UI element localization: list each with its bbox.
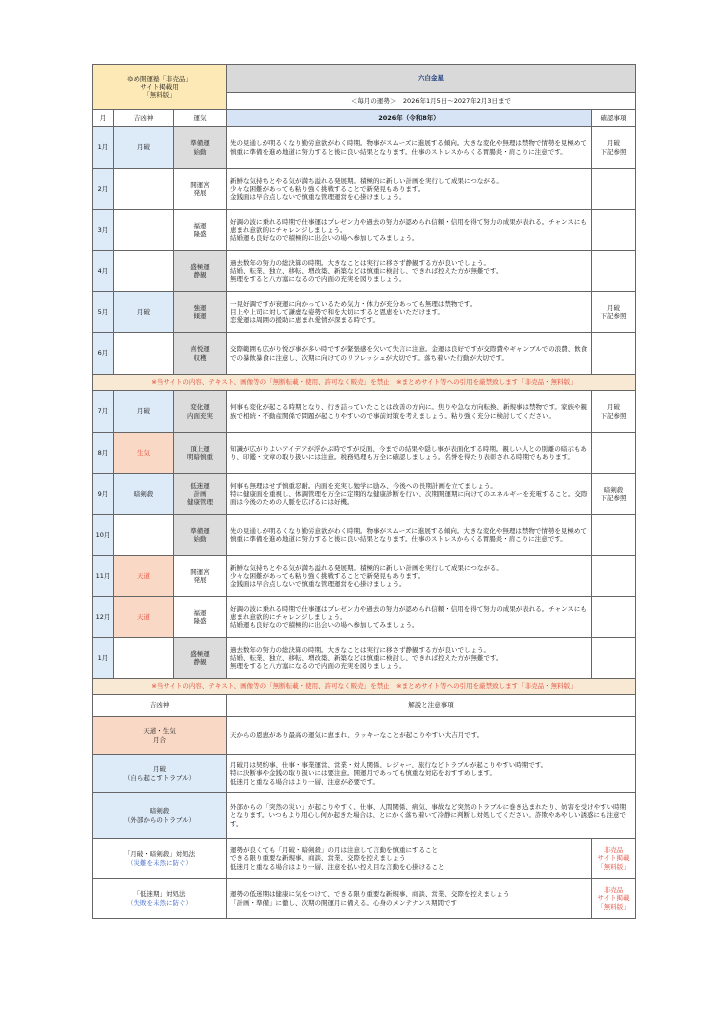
fortune-description: 交際範囲も広がり悦び事が多い時ですが緊張感を欠いて失言に注意。金運は良好ですが交際費やギャンブルでの浪費、飲食での暴飲暴食に注意し、次期に向けてのリフレッシュが大切です。落ち着いた行動が大切です。: [227, 333, 592, 375]
fortune-description: 一見好調ですが衰運に向かっているため気力・体力が充分あっても無理は禁物です。 目上や上司に対して謙虚な姿勢で和を大切にすると恩恵をいただけます。 恋愛運は周囲の援助に恵まれ愛情が深まる時です。: [227, 292, 592, 333]
kyokichi-cell: [114, 515, 174, 556]
fortune-description: 知識が広がりよいアイデアが浮かぶ時ですが反面、今までの結果や隠し事が表面化する時期。親しい人との別離の暗示もあり、印鑑・文章の取り扱いには注意。税務処理も万全に確認しましょう。名誉を得たり表彰される時期でもあります。: [227, 433, 592, 474]
confirm-cell: [592, 391, 636, 433]
kyokichi-cell: 暗剣殺: [114, 474, 174, 515]
month-row: [93, 597, 636, 638]
fortune-description: 何事も無理はせず慎重忍耐。内面を充実し勉学に励み、今後への長期計画を立てましょう。 特に健康面を重視し、体調管理を万全に定期的な健康診断を行い、次期開運期に向けてのエネルギーを充電すること。交際面は今後のための人脈を広げるには好機。: [227, 474, 592, 515]
month-cell: 7月: [93, 391, 114, 433]
fortune-type-line3: 健康管理: [187, 498, 213, 507]
kyokichi-cell: [114, 251, 174, 292]
fortune-description: 先の見通しが明るくなり勤労意欲がわく時期。物事がスムーズに進展する傾向。大きな変化や無理は禁物で情勢を見極めて慎重に準備を進め地道に努力すると後に良い結果となります。仕事のストレスからくる胃腸炎・肩こりに注意です。: [227, 515, 592, 556]
col-unki-header: 運気: [174, 110, 227, 127]
confirm-cell: [592, 127, 636, 169]
kyokichi-cell: [114, 333, 174, 375]
legend-description: 運勢の低迷期は健康に気をつけて、できる限り重要な新規事、商談、営業、交際を控えましょう 「計画・準備」に徹し、次期の開運月に備える。心身のメンテナンス期間です: [227, 879, 592, 919]
legend-name: [93, 879, 227, 919]
fortune-type-line1: 開運宮: [190, 180, 210, 189]
legend-description: 外部からの「突然の災い」が起こりやすく、仕事、人間関係、病気、事故など突然のトラブルに巻き込まれたり、妨害を受けやすい時期となります。いつもより用心し何か起きた場合は、とにかく落ち着いて冷静に判断し対処してください。詐欺やあやしい誘惑にも注意です。: [227, 793, 636, 839]
fortune-type-cell: [174, 169, 227, 210]
month-cell: 2月: [93, 169, 114, 210]
free-edition-badge: 非売品 サイト掲載 「無料版」: [592, 839, 636, 879]
fortune-type-line2: 隆盛: [193, 617, 207, 625]
fortune-type-cell: [174, 292, 227, 333]
fortune-type-line1: 変化運: [190, 403, 210, 412]
site-label-line3: 「無料版」: [143, 91, 176, 100]
month-row: [93, 127, 636, 169]
fortune-type-line1: 頂上運: [190, 444, 210, 453]
fortune-description: 先の見通しが明るくなり勤労意欲がわく時期。物事がスムーズに進展する傾向。大きな変化や無理は禁物で情勢を見極めて慎重に準備を進め地道に努力すると後に良い結果となります。仕事のストレスからくる胃腸炎・肩こりに注意です。: [227, 127, 592, 169]
month-row: [93, 391, 636, 433]
fortune-type-line2: 発展: [193, 189, 207, 197]
month-cell: 5月: [93, 292, 114, 333]
copyright-notice: ※当サイトの内容、テキスト、画像等の「無断転載・使用、許可なく販売」を禁止 ※まとめサイト等への引用を厳禁致します「非売品・無料版」: [93, 679, 636, 695]
confirm-line1: 月破: [607, 403, 620, 412]
fortune-type-line2: 始動: [193, 147, 207, 156]
legend-name-line1: 天道・生気: [143, 727, 176, 736]
month-row: [93, 251, 636, 292]
confirm-cell: [592, 474, 636, 515]
confirm-line1: 月破: [607, 303, 620, 312]
month-row: [93, 556, 636, 597]
fortune-description: 過去数年の努力の総決算の時期。大きなことは実行に移さず静観する方が良いでしょう。 結婚、転業、独立、移転、増改築、新築などは慎重に検討し、できれば控えた方が無難です。 無理をすると八方塞になるので内面の充実を図りましょう。: [227, 638, 592, 679]
fortune-type-line2: 傾運: [193, 312, 207, 320]
legend-name-line2: （自ら起こすトラブル）: [123, 773, 196, 782]
fortune-type-line1: 準備運: [190, 139, 210, 148]
period-text: ＜毎月の運勢＞ 2026年1月5日～2027年2月3日まで: [227, 93, 636, 110]
legend-name-line1: 月破: [153, 765, 166, 774]
legend-row: [93, 839, 636, 879]
kyokichi-cell: [114, 169, 174, 210]
month-row: [93, 169, 636, 210]
copyright-notice: ※当サイトの内容、テキスト、画像等の「無断転載・使用、許可なく販売」を禁止 ※まとめサイト等への引用を厳禁致します「非売品・無料版」: [93, 375, 636, 391]
fortune-type-cell: [174, 515, 227, 556]
fortune-type-line1: 強運: [193, 303, 207, 312]
confirm-cell: [592, 292, 636, 333]
legend-name: [93, 793, 227, 839]
confirm-line2: 下記参照: [600, 147, 627, 156]
year-title: 2026年（令和8年）: [227, 110, 592, 127]
confirm-cell: [592, 515, 636, 556]
fortune-description: 新鮮な気持ちとやる気が満ち溢れる発展期。積極的に新しい計画を実行して成果につながる。 少々な困難があっても粘り強く挑戦することで新発見もあります。 金銭面は早合点しないで慎重な管理運営を心掛けましょう。: [227, 556, 592, 597]
fortune-description: 新鮮な気持ちとやる気が満ち溢れる発展期。積極的に新しい計画を実行して成果につながる。 少々な困難があっても粘り強く挑戦することで新発見もあります。 金銭面は早合点しないで慎重な管理運営を心掛けましょう。: [227, 169, 592, 210]
legend-name-line1: 「月破・暗剣殺」対処法: [123, 850, 196, 859]
fortune-type-line2: 収穫: [193, 353, 207, 362]
month-row: [93, 515, 636, 556]
kyokichi-cell: [114, 638, 174, 679]
kyokichi-cell: 天道: [114, 597, 174, 638]
legend-name: [93, 717, 227, 755]
fortune-type-line1: 低迷運: [190, 481, 210, 490]
fortune-type-cell: [174, 474, 227, 515]
fortune-type-line2: 静観: [193, 271, 207, 279]
free-edition-badge: 非売品 サイト掲載 「無料版」: [592, 879, 636, 919]
legend-col-kyokichi: 吉凶神: [93, 695, 227, 717]
month-row: [93, 333, 636, 375]
confirm-line2: 下記参照: [600, 312, 627, 320]
legend-name: [93, 839, 227, 879]
legend-name-line2: （災難を未然に防ぐ）: [127, 858, 192, 867]
legend-name-line2: （外部からのトラブル）: [123, 815, 196, 824]
fortune-type-line1: 盛極運: [190, 649, 210, 658]
fortune-type-cell: [174, 597, 227, 638]
kyokichi-cell: [114, 210, 174, 251]
fortune-type-cell: [174, 638, 227, 679]
month-row: [93, 292, 636, 333]
legend-row: [93, 793, 636, 839]
legend-col-description: 解説と注意事項: [227, 695, 636, 717]
fortune-type-line2: 明暗慎重: [187, 453, 213, 461]
col-confirm-header: 確認事項: [592, 110, 636, 127]
fortune-type-cell: [174, 333, 227, 375]
site-label-line1: ゆめ開運塾「非売品」: [127, 74, 192, 83]
fortune-table: [92, 64, 636, 919]
fortune-type-line2: 静観: [193, 658, 207, 666]
legend-name-line1: 暗剣殺: [149, 807, 170, 816]
legend-name-line2: 月合: [153, 735, 166, 744]
fortune-type-line2: 計画: [193, 489, 207, 498]
confirm-cell: [592, 556, 636, 597]
fortune-type-line2: 内面充実: [187, 411, 213, 420]
month-row: [93, 638, 636, 679]
legend-description: 月破月は契約事、仕事・事業運営、営業・対人関係、レジャー、旅行などトラブルが起こりやすい時期です。 特に決断事や金銭の取り扱いには要注意。開運月であっても慎重な対応をおすすめします。 低迷月と重なる場合はより一層、注意が必要です。: [227, 755, 636, 793]
fortune-type-line1: 福運: [193, 221, 207, 230]
month-cell: 8月: [93, 433, 114, 474]
kyokichi-cell: 月破: [114, 127, 174, 169]
month-cell: 12月: [93, 597, 114, 638]
fortune-type-line2: 隆盛: [193, 230, 207, 238]
fortune-type-line1: 福運: [193, 608, 207, 617]
confirm-cell: [592, 433, 636, 474]
col-month-header: 月: [93, 110, 114, 127]
confirm-cell: [592, 638, 636, 679]
month-cell: 1月: [93, 127, 114, 169]
fortune-description: 好調の波に乗れる時期で仕事運はプレゼン力や過去の努力が認められ信頼・信用を得て努力の成果が表れる。チャンスにも恵まれ意欲的にチャレンジしましょう。 結婚運も良好なので積極的に出会いの場へ参加してみましょう。: [227, 597, 592, 638]
month-row: [93, 474, 636, 515]
fortune-type-line1: 準備運: [190, 526, 210, 535]
legend-name-line1: 「低迷期」対処法: [133, 890, 186, 899]
kyokichi-cell: 生気: [114, 433, 174, 474]
legend-name: [93, 755, 227, 793]
col-kyokichi-header: 吉凶神: [114, 110, 174, 127]
month-cell: 10月: [93, 515, 114, 556]
legend-name-line2: （失敗を未然に防ぐ）: [127, 898, 192, 907]
confirm-cell: [592, 597, 636, 638]
legend-row: [93, 879, 636, 919]
star-name: 六白金星: [227, 65, 636, 93]
month-cell: 11月: [93, 556, 114, 597]
fortune-type-cell: [174, 391, 227, 433]
site-label-box: [93, 65, 227, 110]
fortune-type-line2: 発展: [193, 576, 207, 584]
legend-description: 天からの恩恵があり最高の運気に恵まれ、ラッキーなことが起こりやすい大吉月です。: [227, 717, 636, 755]
month-row: [93, 433, 636, 474]
fortune-type-cell: [174, 127, 227, 169]
legend-row: [93, 755, 636, 793]
kyokichi-cell: 天道: [114, 556, 174, 597]
legend-description: 運勢が良くても「月破・暗剣殺」の月は注意して言動を慎重にすること できる限り重要な新規事、商談、営業、交際を控えましょう 低迷月と重なる場合はより一層、注意を払い控え目な言動を心掛けること: [227, 839, 592, 879]
fortune-type-line1: 喜悦運: [190, 345, 210, 354]
fortune-type-line1: 開運宮: [190, 567, 210, 576]
month-row: [93, 210, 636, 251]
fortune-type-line2: 始動: [193, 535, 207, 543]
confirm-cell: [592, 333, 636, 375]
month-cell: 3月: [93, 210, 114, 251]
month-cell: 4月: [93, 251, 114, 292]
fortune-description: 好調の波に乗れる時期で仕事運はプレゼン力や過去の努力が認められ信頼・信用を得て努力の成果が表れる。チャンスにも恵まれ意欲的にチャレンジしましょう。 結婚運も良好なので積極的に出会いの場へ参加してみましょう。: [227, 210, 592, 251]
fortune-description: 何事も変化が起こる時期となり、行き詰っていたことは改善の方向に。焦りや急な方向転換、新規事は禁物です。家族や親族で相続・不動産関係で問題が起こりやすいので事前対策を考えましょう。粘り強く充分に検討してください。: [227, 391, 592, 433]
fortune-type-cell: [174, 433, 227, 474]
fortune-sheet: [92, 64, 635, 919]
fortune-type-cell: [174, 210, 227, 251]
confirm-cell: [592, 251, 636, 292]
confirm-cell: [592, 210, 636, 251]
kyokichi-cell: 月破: [114, 391, 174, 433]
legend-row: [93, 717, 636, 755]
fortune-type-cell: [174, 251, 227, 292]
fortune-type-cell: [174, 556, 227, 597]
confirm-line2: 下記参照: [600, 411, 627, 420]
month-cell: 6月: [93, 333, 114, 375]
confirm-line2: 下記参照: [600, 494, 627, 502]
month-cell: 1月: [93, 638, 114, 679]
month-cell: 9月: [93, 474, 114, 515]
confirm-cell: [592, 169, 636, 210]
confirm-line1: 月破: [607, 139, 620, 148]
fortune-description: 過去数年の努力の総決算の時期。大きなことは実行に移さず静観する方が良いでしょう。 結婚、転業、独立、移転、増改築、新築などは慎重に検討し、できれば控えた方が無難です。 無理をすると八方塞になるので内面の充実を図りましょう。: [227, 251, 592, 292]
kyokichi-cell: 月破: [114, 292, 174, 333]
site-label-line2: サイト掲載用: [140, 82, 179, 91]
fortune-type-line1: 盛極運: [190, 262, 210, 271]
confirm-line1: 暗剣殺: [603, 485, 624, 494]
